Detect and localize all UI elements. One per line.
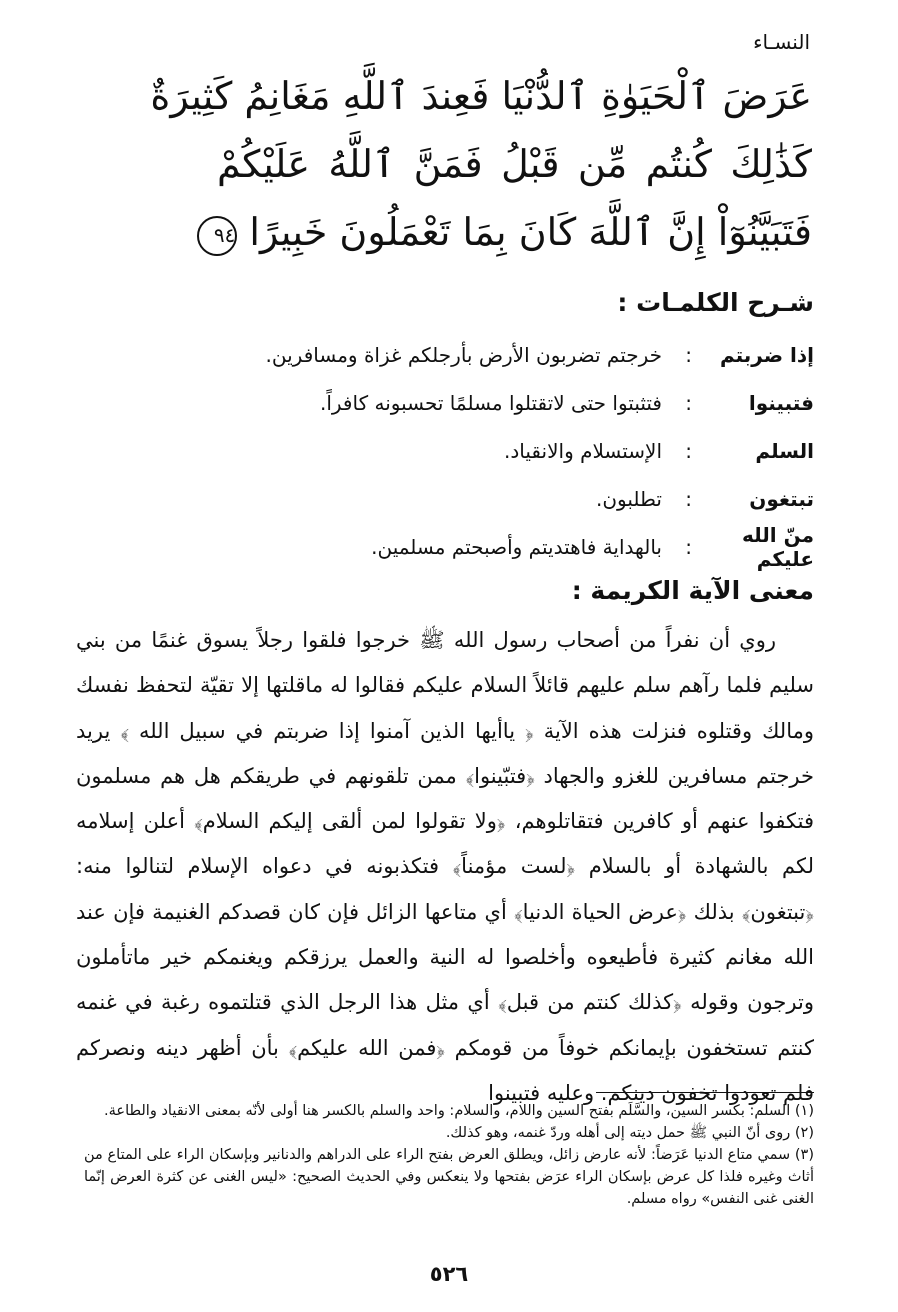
vocab-term: السلم <box>755 439 814 463</box>
vocab-item <box>194 331 814 379</box>
vocab-term: منّ الله عليكم <box>741 523 814 571</box>
vocab-colon: : <box>685 439 692 463</box>
footnote-divider <box>596 1092 814 1093</box>
footnote-1: (١) السلم: بكسر السين، والسَّلَم بفتح السين واللام، والسلام: واحد والسلم بالكسر هنا أولى لأنّه بمعنى الانقياد والطاعة. <box>104 1103 814 1119</box>
footnote-2: (٢) روى أنّ النبي ﷺ حمل ديته إلى أهله وردّ غنمه، وهو كذلك. <box>445 1125 814 1141</box>
meaning-heading: معنى الآية الكريمة : <box>571 576 814 605</box>
meaning-body <box>76 618 814 1116</box>
verse-line-2: كَذَٰلِكَ كُنتُم مِّن قَبْلُ فَمَنَّ ٱللَّهُ عَلَيْكُمْ <box>217 142 812 186</box>
meaning-paragraph: روي أن نفراً من أصحاب رسول الله ﷺ خرجوا فلقوا رجلاً يسوق غنمًا من بني سليم فلما رآهم سلم عليهم قائلاً السلام عليكم فقالوا له ماقلتها إلا تقيّة لتحفظ نفسك ومالك وقتلوه فنزلت هذه الآية ﴿ ياأيها الذين آمنوا إذا ضربتم في سبيل الله ﴾ يريد خرجتم مسافرين للغزو والجهاد ﴿فتبّينوا﴾ ممن تلقونهم في طريقكم هل هم مسلمون فتكفوا عنهم أو كافرين فتقاتلوهم، ﴿ولا تقولوا لمن ألقى إليكم السلام﴾ أعلن إسلامه لكم بالشهادة أو بالسلام ﴿لست مؤمناً﴾ فتكذبونه في دعواه الإسلام لتنالوا منه: ﴿تبتغون﴾ بذلك ﴿عرض الحياة الدنيا﴾ أي متاعها الزائل فإن كان قصدكم الغنيمة فإن عند الله مغانم كثيرة فأطيعوه وأخلصوا له النية والعمل يرزقكم ويغنمكم خير ماتأملون وترجون وقوله ﴿كذلك كنتم من قبل﴾ أي مثل هذا الرجل الذي قتلتموه رغبة في غنمه كنتم تستخفون بإيمانكم خوفاً من قومكم ﴿فمن الله عليكم﴾ بأن أظهر دينه ونصركم فلم تعودوا تخفون دينكم. وعليه فتبينوا <box>76 628 814 1105</box>
footnote-3: (٣) سمي متاع الدنيا عَرَضاً: لأنه عارض زائل، ويطلق العرض بفتح الراء على الدراهم والدنانير وبإسكان الراء على المتاع من أثاث وغيره فلذا كل عرض بإسكان الراء عرَض بفتحها ولا ينعكس وفي الحديث الصحيح: «ليس الغنى عن كثرة العرض إنّما الغنى غنى النفس» رواه مسلم. <box>84 1147 814 1207</box>
vocab-item <box>194 523 814 571</box>
vocab-item <box>194 379 814 427</box>
vocab-term: تبتغون <box>749 487 814 511</box>
page-number: ٥٢٦ <box>429 1262 469 1286</box>
vocab-definition: الإستسلام والانقياد. <box>504 439 662 463</box>
vocab-colon: : <box>685 535 692 559</box>
vocab-item <box>194 475 814 523</box>
surah-name-header: النسـاء <box>753 30 810 54</box>
verse-number-mark: ٩٤ <box>197 216 237 256</box>
vocab-definition: خرجتم تضربون الأرض بأرجلكم غزاة ومسافرين. <box>265 343 662 367</box>
verse-line-1: عَرَضَ ٱلْحَيَوٰةِ ٱلدُّنْيَا فَعِندَ ٱللَّهِ مَغَانِمُ كَثِيرَةٌ <box>150 74 812 118</box>
vocab-term: فتبينوا <box>748 391 814 415</box>
vocab-heading: شـرح الكلمـات : <box>617 288 814 317</box>
vocab-item <box>194 427 814 475</box>
footnotes <box>84 1100 814 1210</box>
vocab-definition: تطلبون. <box>595 487 662 511</box>
vocab-definition: بالهداية فاهتديتم وأصبحتم مسلمين. <box>371 535 662 559</box>
vocab-term: إذا ضربتم <box>719 343 814 367</box>
vocab-colon: : <box>685 391 692 415</box>
verse-line-3 <box>213 198 812 266</box>
vocab-colon: : <box>685 487 692 511</box>
vocab-definition: فتثبتوا حتى لاتقتلوا مسلمًا تحسبونه كافراً. <box>319 391 662 415</box>
vocab-colon: : <box>685 343 692 367</box>
quran-verse-block <box>150 62 812 266</box>
vocab-list <box>194 331 814 571</box>
verse-line-3-text: فَتَبَيَّنُوٓاْ إِنَّ ٱللَّهَ كَانَ بِمَا تَعْمَلُونَ خَبِيرًا <box>249 210 812 254</box>
